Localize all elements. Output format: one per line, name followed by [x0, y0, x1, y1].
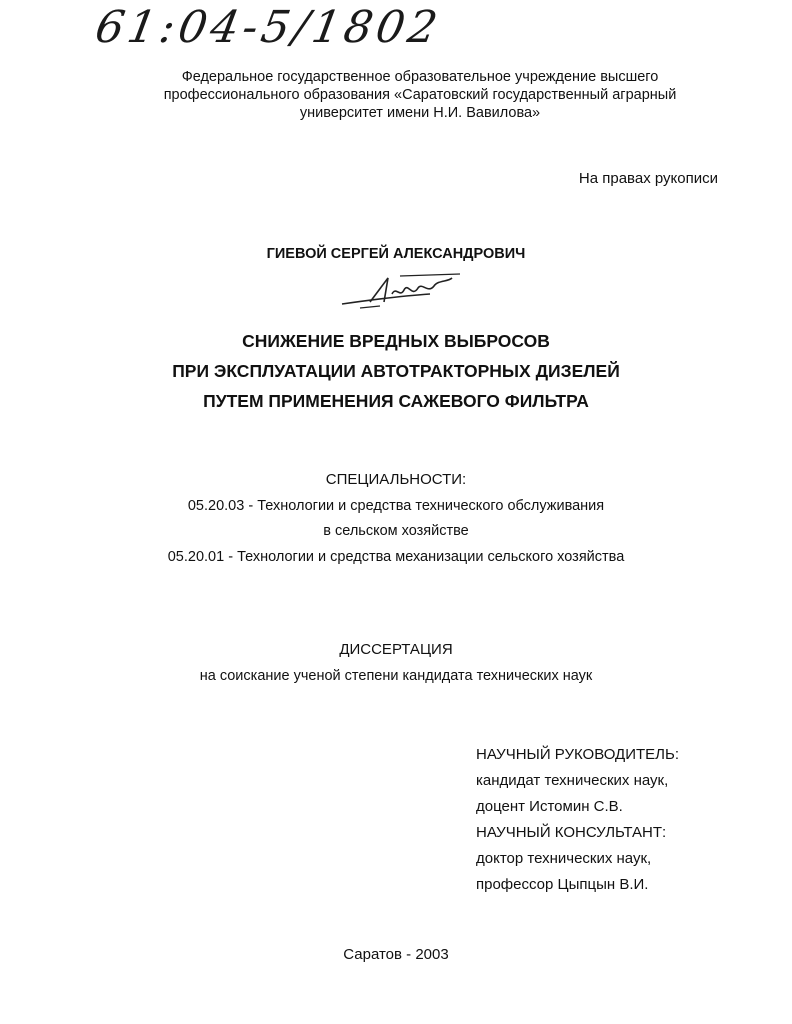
city-year: Саратов - 2003	[343, 946, 449, 963]
archive-number-handwritten: 61:04-5/1802	[91, 2, 445, 53]
consultant-degree: доктор технических наук,	[476, 850, 652, 867]
institution-line: университет имени Н.И. Вавилова»	[299, 105, 541, 121]
author-name: ГИЕВОЙ СЕРГЕЙ АЛЕКСАНДРОВИЧ	[266, 246, 526, 262]
advisors-block	[476, 742, 679, 898]
title-line: ПРИ ЭКСПЛУАТАЦИИ АВТОТРАКТОРНЫХ ДИЗЕЛЕЙ	[172, 361, 620, 381]
dissertation-subtitle: на соискание ученой степени кандидата технических наук	[199, 668, 593, 684]
title-line: ПУТЕМ ПРИМЕНЕНИЯ САЖЕВОГО ФИЛЬТРА	[203, 391, 589, 411]
specialties-heading: СПЕЦИАЛЬНОСТИ:	[325, 471, 467, 488]
consultant-label: НАУЧНЫЙ КОНСУЛЬТАНТ:	[476, 824, 667, 841]
dissertation-title	[0, 326, 792, 416]
supervisor-label: НАУЧНЫЙ РУКОВОДИТЕЛЬ:	[476, 746, 680, 763]
specialty-line: 05.20.03 - Технологии и средства технического обслуживания	[187, 498, 605, 514]
consultant-name: профессор Цыпцын В.И.	[476, 876, 649, 893]
institution-block	[120, 68, 720, 122]
title-line: СНИЖЕНИЕ ВРЕДНЫХ ВЫБРОСОВ	[242, 331, 550, 351]
specialty-line: в сельском хозяйстве	[323, 523, 469, 539]
dissertation-heading: ДИССЕРТАЦИЯ	[339, 641, 453, 658]
author-signature	[340, 272, 470, 312]
institution-line: Федеральное государственное образовательное учреждение высшего	[181, 69, 659, 85]
institution-line: профессионального образования «Саратовский государственный аграрный	[163, 87, 677, 103]
supervisor-name: доцент Истомин С.В.	[476, 798, 623, 815]
supervisor-degree: кандидат технических наук,	[476, 772, 669, 789]
specialty-line: 05.20.01 - Технологии и средства механизации сельского хозяйства	[167, 549, 625, 565]
manuscript-rights-note: На правах рукописи	[578, 170, 718, 187]
